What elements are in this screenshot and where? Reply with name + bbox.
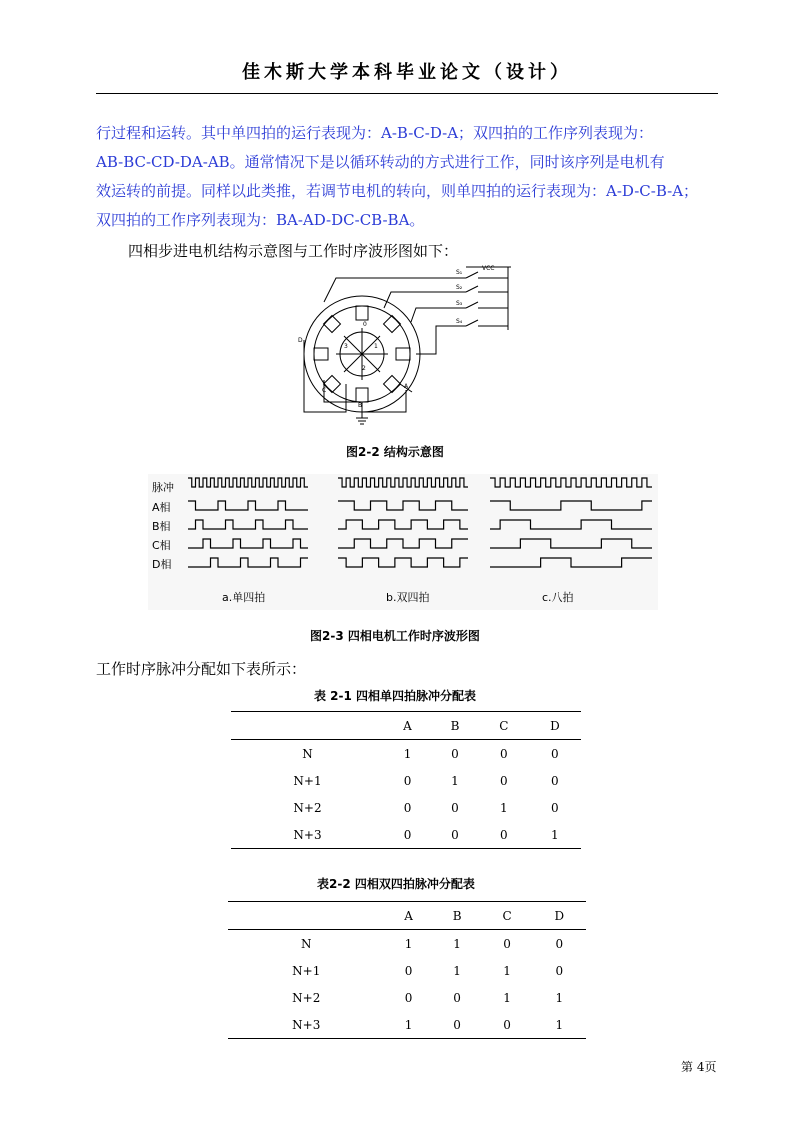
rotor-tooth-2: 2 [362,365,366,372]
rotor-tooth-0: 0 [363,321,367,328]
switch-s3 [466,302,508,308]
page-number: 第 4页 [681,1060,717,1074]
table-header-cell: C [502,908,512,923]
phase-a-label: A [404,383,409,390]
table-2-1 [231,711,581,849]
sub-caption-c: c.八拍 [542,591,574,604]
table-header-cell: C [499,718,509,733]
paragraph-line-1: 行过程和运转。其中单四拍的运行表现为：A-B-C-D-A；双四拍的工作序列表现为： [96,124,654,142]
table-2-2-caption: 表2-2 四相双四拍脉冲分配表 [317,877,475,891]
phase-d-label: D [298,337,303,344]
header-rule [96,93,718,94]
table-row: N+1 0 1 1 0 [292,963,564,978]
s1-label: S₁ [456,269,463,276]
figure-2-2-caption: 图2-2 结构示意图 [346,445,444,459]
sub-caption-a: a.单四拍 [222,591,266,604]
table-row: N+3 1 0 0 1 [228,1011,586,1039]
row-label-a: A相 [152,501,171,514]
vcc-label: VCC [482,265,495,272]
paragraph-line-2: AB-BC-CD-DA-AB。通常情况下是以循环转动的方式进行工作，同时该序列是电机有 [96,153,665,171]
table-header-cell [228,902,385,930]
rotor-tooth-1: 1 [374,343,378,350]
table-2-2 [228,901,586,1039]
paragraph-line-4: 双四拍的工作序列表现为：BA-AD-DC-CB-BA。 [96,211,425,229]
page-header-title: 佳木斯大学本科毕业论文（设计） [242,62,572,83]
table-header-cell: A [404,908,413,923]
row-label-c: C相 [152,539,171,552]
table-row: N+2 0 0 1 1 [292,990,564,1005]
table-header-cell: A [403,718,412,733]
paragraph-2: 工作时序脉冲分配如下表所示： [96,660,307,678]
table-2-1-caption: 表 2-1 四相单四拍脉冲分配表 [314,689,477,703]
table-header-cell: B [450,718,460,733]
table-header-cell: D [550,718,560,733]
table-row: N 1 0 0 0 [302,746,559,761]
row-label-d: D相 [152,558,172,571]
s2-label: S₂ [456,284,463,291]
table-row: N+2 0 0 1 0 [293,800,559,815]
table-row: N+1 0 1 0 0 [293,773,559,788]
figure-2-3-caption: 图2-3 四相电机工作时序波形图 [310,629,480,643]
sub-caption-b: b.双四拍 [386,591,430,604]
paragraph-line-5: 四相步进电机结构示意图与工作时序波形图如下： [128,242,459,260]
switch-s4 [466,320,508,326]
switch-s2 [466,286,508,292]
phase-c-label: C [322,387,327,394]
switch-s1 [466,272,508,278]
table-row: N+3 0 0 0 1 [231,821,581,849]
row-label-pulse: 脉冲 [152,481,174,494]
s4-label: S₄ [456,318,463,325]
paragraph-line-3: 效运转的前提。同样以此类推，若调节电机的转向，则单四拍的运行表现为：A-D-C-B-A； [96,182,699,200]
rotor-tooth-3: 3 [344,343,348,350]
phase-b-label: B [358,402,363,409]
timing-waveform-diagram [148,474,658,610]
table-header-cell: B [452,908,462,923]
s3-label: S₃ [456,300,463,307]
motor-structure-diagram [296,262,520,430]
table-row: N 1 1 0 0 [301,936,564,951]
table-header-cell [231,712,384,740]
table-header-cell: D [554,908,565,923]
row-label-b: B相 [152,520,171,533]
